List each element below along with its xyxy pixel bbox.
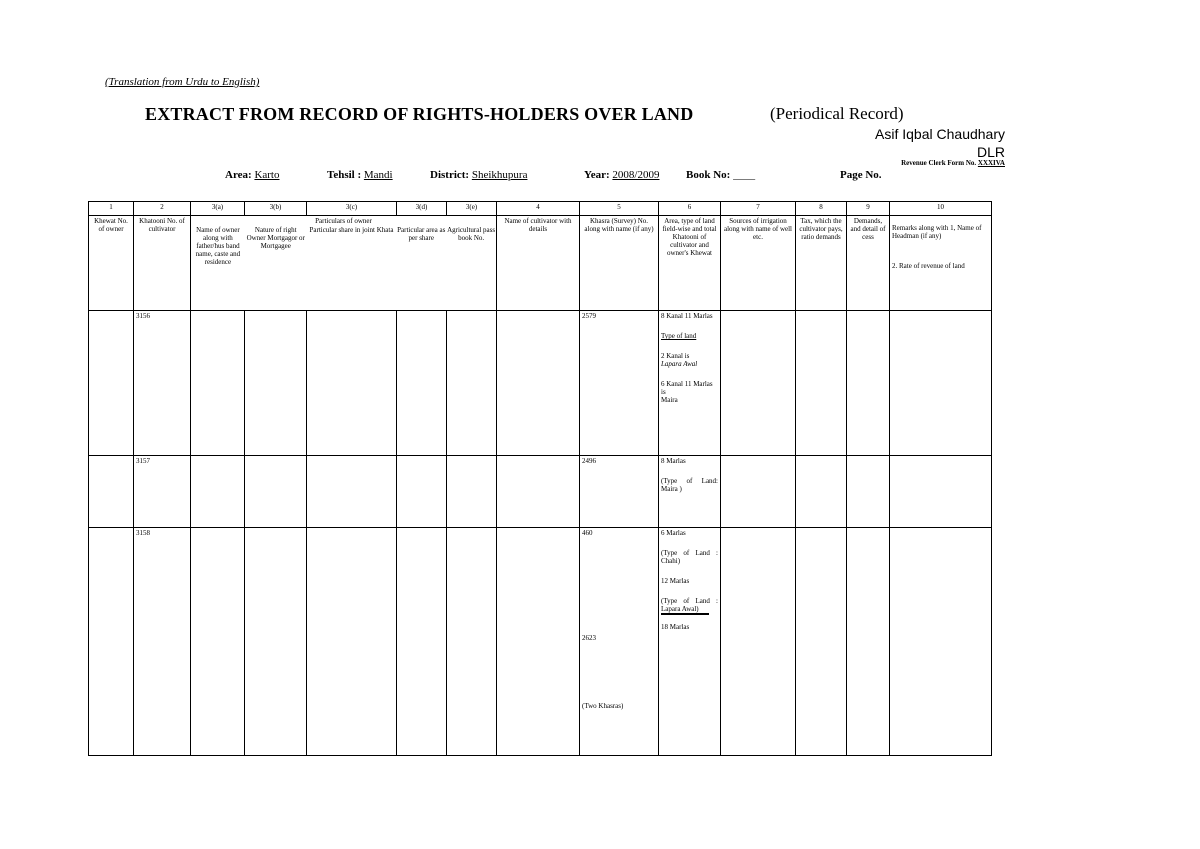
record-table [88, 201, 992, 756]
col-number: 3(b) [245, 202, 307, 216]
land-type: (Type of Land : Chahi) [661, 549, 718, 566]
year-field [584, 169, 659, 181]
year-label: Year: [584, 169, 610, 181]
khatooni-no: 3156 [134, 311, 191, 456]
header-cultivator: Name of cultivator with details [497, 216, 580, 311]
header-area-type: Area, type of land field-wise and total Khatooni of cultivator and owner's Khewat [659, 216, 721, 311]
area-field [225, 169, 279, 181]
header-owner-name: Name of owner along with father/hus band name, caste and residence [195, 226, 241, 267]
col-number: 6 [659, 202, 721, 216]
remarks-line-2: 2. Rate of revenue of land [892, 262, 965, 271]
col-number: 9 [847, 202, 890, 216]
col-number: 1 [89, 202, 134, 216]
header-tax: Tax, which the cultivator pays, ratio demands [796, 216, 847, 311]
area-line: 2 Kanal is [661, 352, 690, 361]
translation-note: (Translation from Urdu to English) [105, 76, 260, 88]
table-row [89, 311, 992, 456]
khatooni-no: 3158 [134, 528, 191, 756]
document-title: EXTRACT FROM RECORD OF RIGHTS-HOLDERS OVER LAND [145, 104, 694, 124]
district-value: Sheikhupura [471, 169, 528, 181]
form-number-value: XXXIVA [977, 159, 1005, 167]
land-type: (Type of Land: Maira ) [661, 477, 718, 494]
owner-group-label: Particulars of owner [315, 217, 372, 225]
column-number-row [89, 202, 992, 216]
header-owner-group [191, 216, 497, 311]
book-label: Book No: [686, 169, 731, 181]
year-value: 2008/2009 [612, 169, 660, 181]
area-value: Karto [254, 169, 280, 181]
page-label: Page No. [840, 169, 882, 181]
designation: DLR [976, 144, 1005, 160]
district-field [430, 169, 527, 181]
book-field [686, 169, 755, 181]
header-passbook: Agricultural pass book No. [447, 226, 496, 243]
area-label: Area: [225, 169, 252, 181]
col-number: 3(d) [397, 202, 447, 216]
khasra-no: 2579 [580, 311, 659, 456]
table-row [89, 456, 992, 528]
land-type: Lapara Awal [661, 360, 698, 369]
district-label: District: [430, 169, 470, 181]
khasra-cell [580, 528, 659, 756]
header-nature-right: Nature of right Owner Mortgagor or Mortgagee [246, 226, 305, 251]
area-line: 12 Marlas [661, 577, 690, 586]
header-irrigation: Sources of irrigation along with name of well etc. [721, 216, 796, 311]
header-khasra: Khasra (Survey) No. along with name (if any) [580, 216, 659, 311]
area-type-cell [659, 456, 721, 528]
col-number: 5 [580, 202, 659, 216]
khasra-no: 2623 [582, 634, 596, 643]
tehsil-label: Tehsil : [327, 169, 362, 181]
col-number: 2 [134, 202, 191, 216]
col-number: 4 [497, 202, 580, 216]
area-line: 8 Kanal 11 Marlas [661, 312, 713, 320]
tehsil-value: Mandi [363, 169, 393, 181]
table-row [89, 528, 992, 756]
area-type-cell [659, 528, 721, 756]
col-number: 8 [796, 202, 847, 216]
khasra-no: 460 [582, 529, 593, 537]
author-name: Asif Iqbal Chaudhary [875, 126, 1005, 142]
form-number-label: Revenue Clerk Form No. [901, 159, 977, 167]
khatooni-no: 3157 [134, 456, 191, 528]
area-line: 6 Kanal 11 Marlas is [661, 380, 713, 397]
header-row [89, 216, 992, 311]
col-number: 3(a) [191, 202, 245, 216]
area-total: 18 Marlas [661, 623, 690, 632]
area-type-cell [659, 311, 721, 456]
header-demands: Demands, and detail of cess [847, 216, 890, 311]
header-khatooni: Khatooni No. of cultivator [134, 216, 191, 311]
tehsil-field [327, 169, 393, 181]
col-number: 3(e) [447, 202, 497, 216]
document-subtitle: (Periodical Record) [770, 104, 904, 123]
remarks-line-1: Remarks along with 1, Name of Headman (if any) [892, 224, 982, 241]
land-type: (Type of Land : Lapara Awal) [661, 597, 718, 614]
book-value: ____ [733, 169, 756, 181]
col-number: 7 [721, 202, 796, 216]
area-line: 8 Marlas [661, 457, 686, 465]
form-number [901, 159, 1005, 167]
area-line: 6 Marlas [661, 529, 686, 537]
khasra-no: 2496 [580, 456, 659, 528]
col-number: 10 [890, 202, 992, 216]
header-khewat: Khewat No. of owner [89, 216, 134, 311]
land-type: Maira [661, 396, 678, 405]
khasra-note: (Two Khasras) [582, 702, 624, 711]
header-remarks [890, 216, 992, 311]
col-number: 3(c) [307, 202, 397, 216]
type-heading: Type of land [661, 332, 697, 341]
header-area-share: Particular area as per share [397, 226, 446, 243]
page-field [840, 169, 882, 181]
header-share: Particular share in joint Khata [309, 226, 394, 235]
